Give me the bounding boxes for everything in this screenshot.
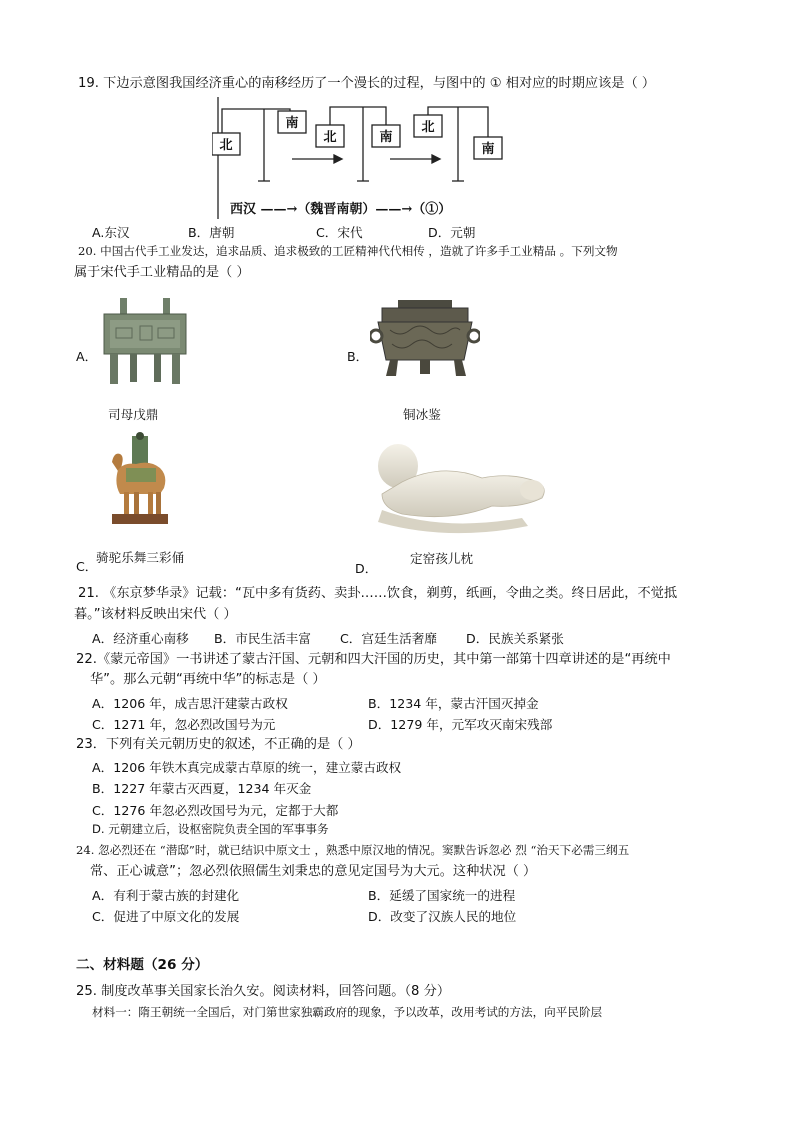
q24-option-b[interactable]: B．延缓了国家统一的进程 (368, 888, 516, 903)
q20-caption-b: 铜冰鉴 (403, 407, 441, 422)
q20-caption-a: 司母戊鼎 (108, 407, 159, 422)
q23-option-d[interactable]: D. 元朝建立后，设枢密院负责全国的军事事务 (92, 822, 329, 836)
q24-option-d[interactable]: D．改变了汉族人民的地位 (368, 909, 517, 924)
q23-option-a[interactable]: A．1206 年铁木真完成蒙古草原的统一，建立蒙古政权 (92, 760, 402, 775)
q20-option-d-letter[interactable]: D． (355, 561, 378, 576)
q21-option-c[interactable]: C．宫廷生活奢靡 (340, 631, 437, 646)
diagram-timeline: 西汉 ——→（魏晋南朝）——→（①） (230, 202, 452, 217)
q19-stem: 19. 下边示意图我国经济重心的南移经历了一个漫长的过程，与图中的 ① 相对应的时期应该是（ ） (78, 76, 656, 91)
q19-option-a[interactable]: A.东汉 (92, 225, 130, 240)
q21-stem-line1: 21. 《东京梦华录》记载：“瓦中多有货药、卖卦……饮食，剃剪，纸画，令曲之类。终日居此，不觉抵 (78, 586, 678, 601)
q19-option-d[interactable]: D．元朝 (428, 225, 476, 240)
q23-option-c[interactable]: C．1276 年忽必烈改国号为元，定都于大都 (92, 803, 339, 818)
porcelain-pillow-icon (372, 436, 552, 536)
diagram-label-4: 南 (379, 130, 393, 145)
q21-option-b[interactable]: B．市民生活丰富 (214, 631, 311, 646)
diagram-label-1: 北 (219, 138, 233, 153)
q22-option-b[interactable]: B．1234 年，蒙古汗国灭掉金 (368, 696, 539, 711)
q24-option-c[interactable]: C．促进了中原文化的发展 (92, 909, 240, 924)
diagram-label-2: 南 (285, 116, 299, 131)
q20-caption-d: 定窑孩儿枕 (410, 551, 473, 566)
q25-material1: 材料一：隋王朝统一全国后，对门第世家独霸政府的现象，予以改革，改用考试的方法，向平民阶层 (92, 1005, 603, 1019)
q24-stem-line1: 24. 忽必烈还在 “潜邸”时，就已结识中原文士 ，熟悉中原汉地的情况。窦默告诉忽必 烈 “治天下必需三纲五 (76, 843, 630, 857)
q23-stem: 23．下列有关元朝历史的叙述，不正确的是（ ） (76, 737, 361, 752)
q24-stem-line2: 常、正心诚意”；忽必烈依照儒生刘秉忠的意见定国号为大元。这种状况（ ） (90, 864, 537, 879)
q25-stem: 25. 制度改革事关国家长治久安。阅读材料，回答问题。（8 分） (76, 984, 451, 999)
q22-stem-line1: 22.《蒙元帝国》一书讲述了蒙古汗国、元朝和四大汗国的历史，其中第一部第十四章讲述的是“再统中 (76, 652, 671, 667)
q21-option-a[interactable]: A．经济重心南移 (92, 631, 189, 646)
q20-option-b-letter[interactable]: B． (347, 349, 369, 364)
q19-option-c[interactable]: C．宋代 (316, 225, 363, 240)
q20-option-a-letter[interactable]: A． (76, 349, 98, 364)
q22-stem-line2: 华”。那么元朝“再统中华”的标志是（ ） (90, 672, 326, 687)
q20-stem-line1: 20. 中国古代手工业发达，追求品质、追求极致的工匠精神代代相传 ，造就了许多手工业精品 。下列文物 (78, 244, 618, 258)
q19-option-b[interactable]: B．唐朝 (188, 225, 235, 240)
q20-caption-c: 骑驼乐舞三彩俑 (96, 550, 185, 565)
q20-stem-line2: 属于宋代手工业精品的是（ ） (74, 265, 250, 280)
section-title: 二、材料题（26 分） (76, 957, 209, 973)
q24-option-a[interactable]: A．有利于蒙古族的封建化 (92, 888, 240, 903)
q21-stem-line2: 暮。”该材料反映出宋代（ ） (74, 607, 237, 622)
bronze-icebox-icon (370, 300, 480, 380)
q22-option-c[interactable]: C．1271 年，忽必烈改国号为元 (92, 717, 276, 732)
diagram-label-6: 南 (481, 142, 495, 157)
diagram-label-3: 北 (323, 130, 337, 145)
q21-option-d[interactable]: D．民族关系紧张 (466, 631, 564, 646)
q20-option-c-letter[interactable]: C． (76, 559, 98, 574)
camel-figurine-icon (108, 432, 172, 530)
q23-option-b[interactable]: B．1227 年蒙古灭西夏，1234 年灭金 (92, 781, 312, 796)
ding-vessel-icon (100, 298, 190, 388)
economic-center-shift-diagram (212, 95, 512, 220)
diagram-label-5: 北 (421, 120, 435, 135)
q22-option-d[interactable]: D．1279 年，元军攻灭南宋残部 (368, 717, 553, 732)
q22-option-a[interactable]: A．1206 年，成吉思汗建蒙古政权 (92, 696, 288, 711)
